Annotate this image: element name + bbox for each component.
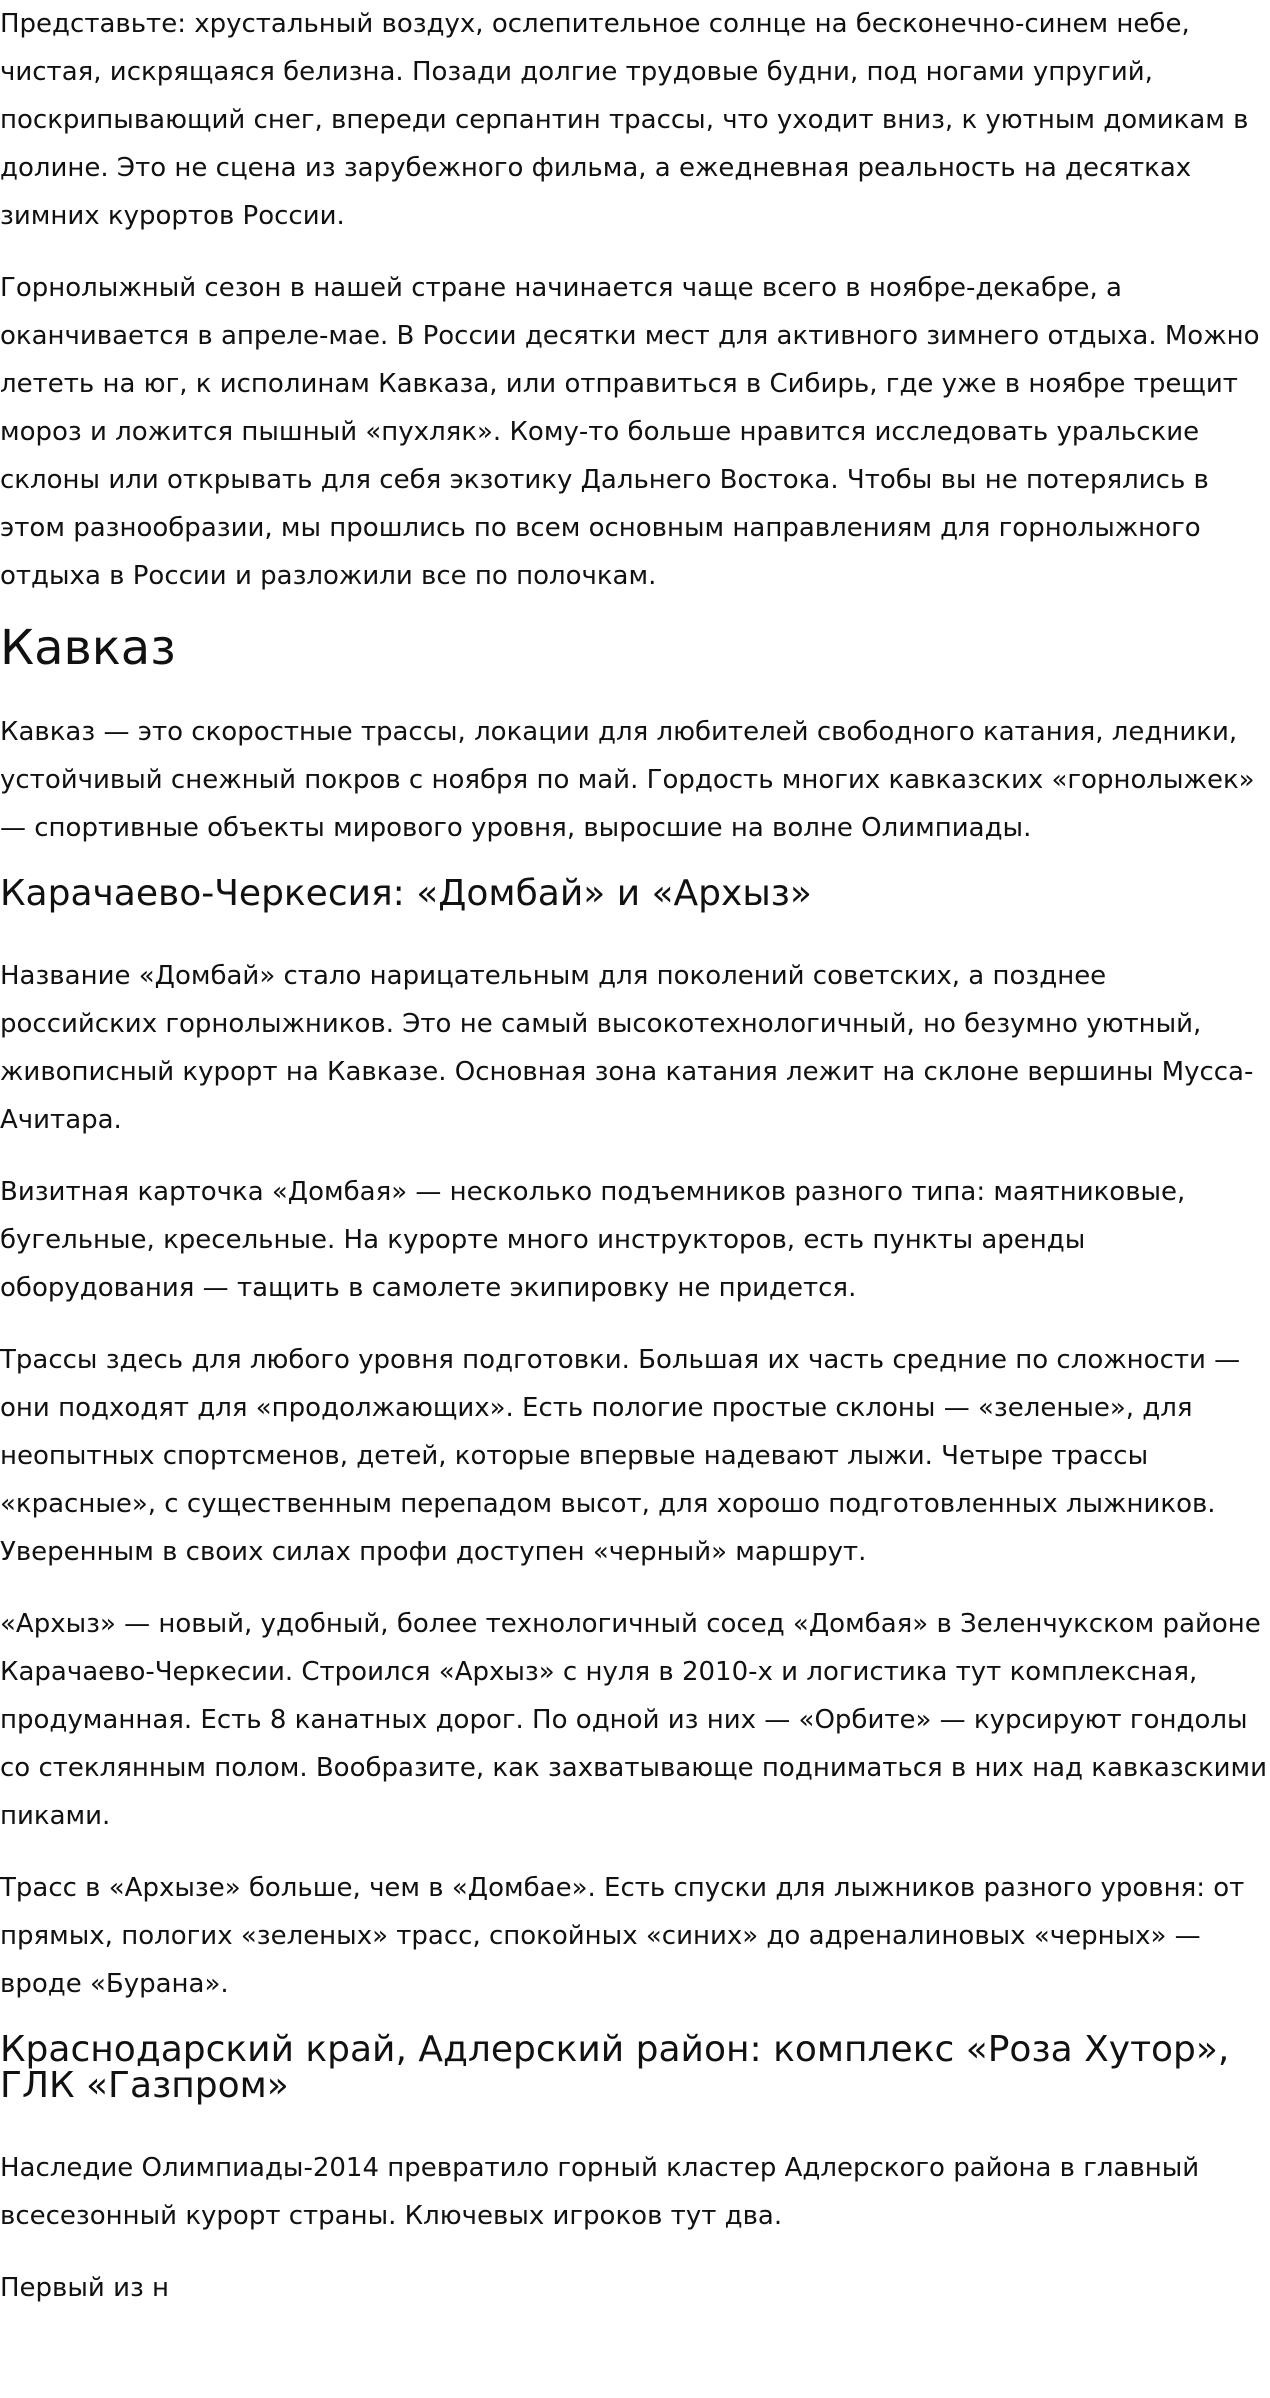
kchr-paragraph-1: Название «Домбай» стало нарицательным для поколений советских, а позднее российских горнолыжников. Это не самый высокотехнологичный, но безумно уютный, живописный курорт на Кавказе. Основная зона катания лежит на склоне вершины Мусса-Ачитара. [0, 961, 1254, 1135]
intro-paragraph-1: Представьте: хрустальный воздух, ослепительное солнце на бесконечно-синем небе, чистая, искрящаяся белизна. Позади долгие трудовые будни, под ногами упругий, поскрипывающий снег, впереди серпантин трассы, что уходит вниз, к уютным домикам в долине. Это не сцена из зарубежного фильма, а ежедневная реальность на десятках зимних курортов России. [0, 9, 1249, 231]
section-caucasus [0, 620, 1270, 852]
heading-kchr: Карачаево-Черкесия: «Домбай» и «Архыз» [0, 873, 812, 914]
section-kchr [0, 873, 1270, 2008]
kchr-paragraph-4: «Архыз» — новый, удобный, более технологичный сосед «Домбая» в Зеленчукском районе Карачаево-Черкесии. Строился «Архыз» с нуля в 2010-х и логистика тут комплексная, продуманная. Есть 8 канатных дорог. По одной из них — «Орбите» — курсируют гондолы со стеклянным полом. Вообразите, как захватывающе подниматься в них над кавказскими пиками. [0, 1609, 1268, 1831]
krasnodar-paragraph-2: Первый из н [0, 2273, 170, 2303]
intro-paragraph-2: Горнолыжный сезон в нашей стране начинается чаще всего в ноябре-декабре, а оканчивается в апреле-мае. В России десятки мест для активного зимнего отдыха. Можно лететь на юг, к исполинам Кавказа, или отправиться в Сибирь, где уже в ноябре трещит мороз и ложится пышный «пухляк». Кому-то больше нравится исследовать уральские склоны или открывать для себя экзотику Дальнего Востока. Чтобы вы не потерялись в этом разнообразии, мы прошлись по всем основным направлениям для горнолыжного отдыха в России и разложили все по полочкам. [0, 273, 1260, 591]
krasnodar-paragraph-1: Наследие Олимпиады-2014 превратило горный кластер Адлерского района в главный всесезонный курорт страны. Ключевых игроков тут два. [0, 2153, 1200, 2231]
heading-caucasus: Кавказ [0, 620, 176, 676]
caucasus-paragraph: Кавказ — это скоростные трассы, локации для любителей свободного катания, ледники, устойчивый снежный покров с ноября по май. Гордость многих кавказских «горнолыжек» — спортивные объекты мирового уровня, выросшие на волне Олимпиады. [0, 717, 1255, 843]
kchr-paragraph-5: Трасс в «Архызе» больше, чем в «Домбае». Есть спуски для лыжников разного уровня: от прямых, пологих «зеленых» трасс, спокойных «синих» до адреналиновых «черных» — вроде «Бурана». [0, 1873, 1245, 1999]
kchr-paragraph-2: Визитная карточка «Домбая» — несколько подъемников разного типа: маятниковые, бугельные, кресельные. На курорте много инструкторов, есть пункты аренды оборудования — тащить в самолете экипировку не придется. [0, 1177, 1186, 1303]
kchr-paragraph-3: Трассы здесь для любого уровня подготовки. Большая их часть средние по сложности — они подходят для «продолжающих». Есть пологие простые склоны — «зеленые», для неопытных спортсменов, детей, которые впервые надевают лыжи. Четыре трассы «красные», с существенным перепадом высот, для хорошо подготовленных лыжников. Уверенным в своих силах профи доступен «черный» маршрут. [0, 1345, 1241, 1567]
section-krasnodar [0, 2029, 1270, 2312]
heading-krasnodar: Краснодарский край, Адлерский район: комплекс «Роза Хутор», ГЛК «Газпром» [0, 2029, 1230, 2106]
